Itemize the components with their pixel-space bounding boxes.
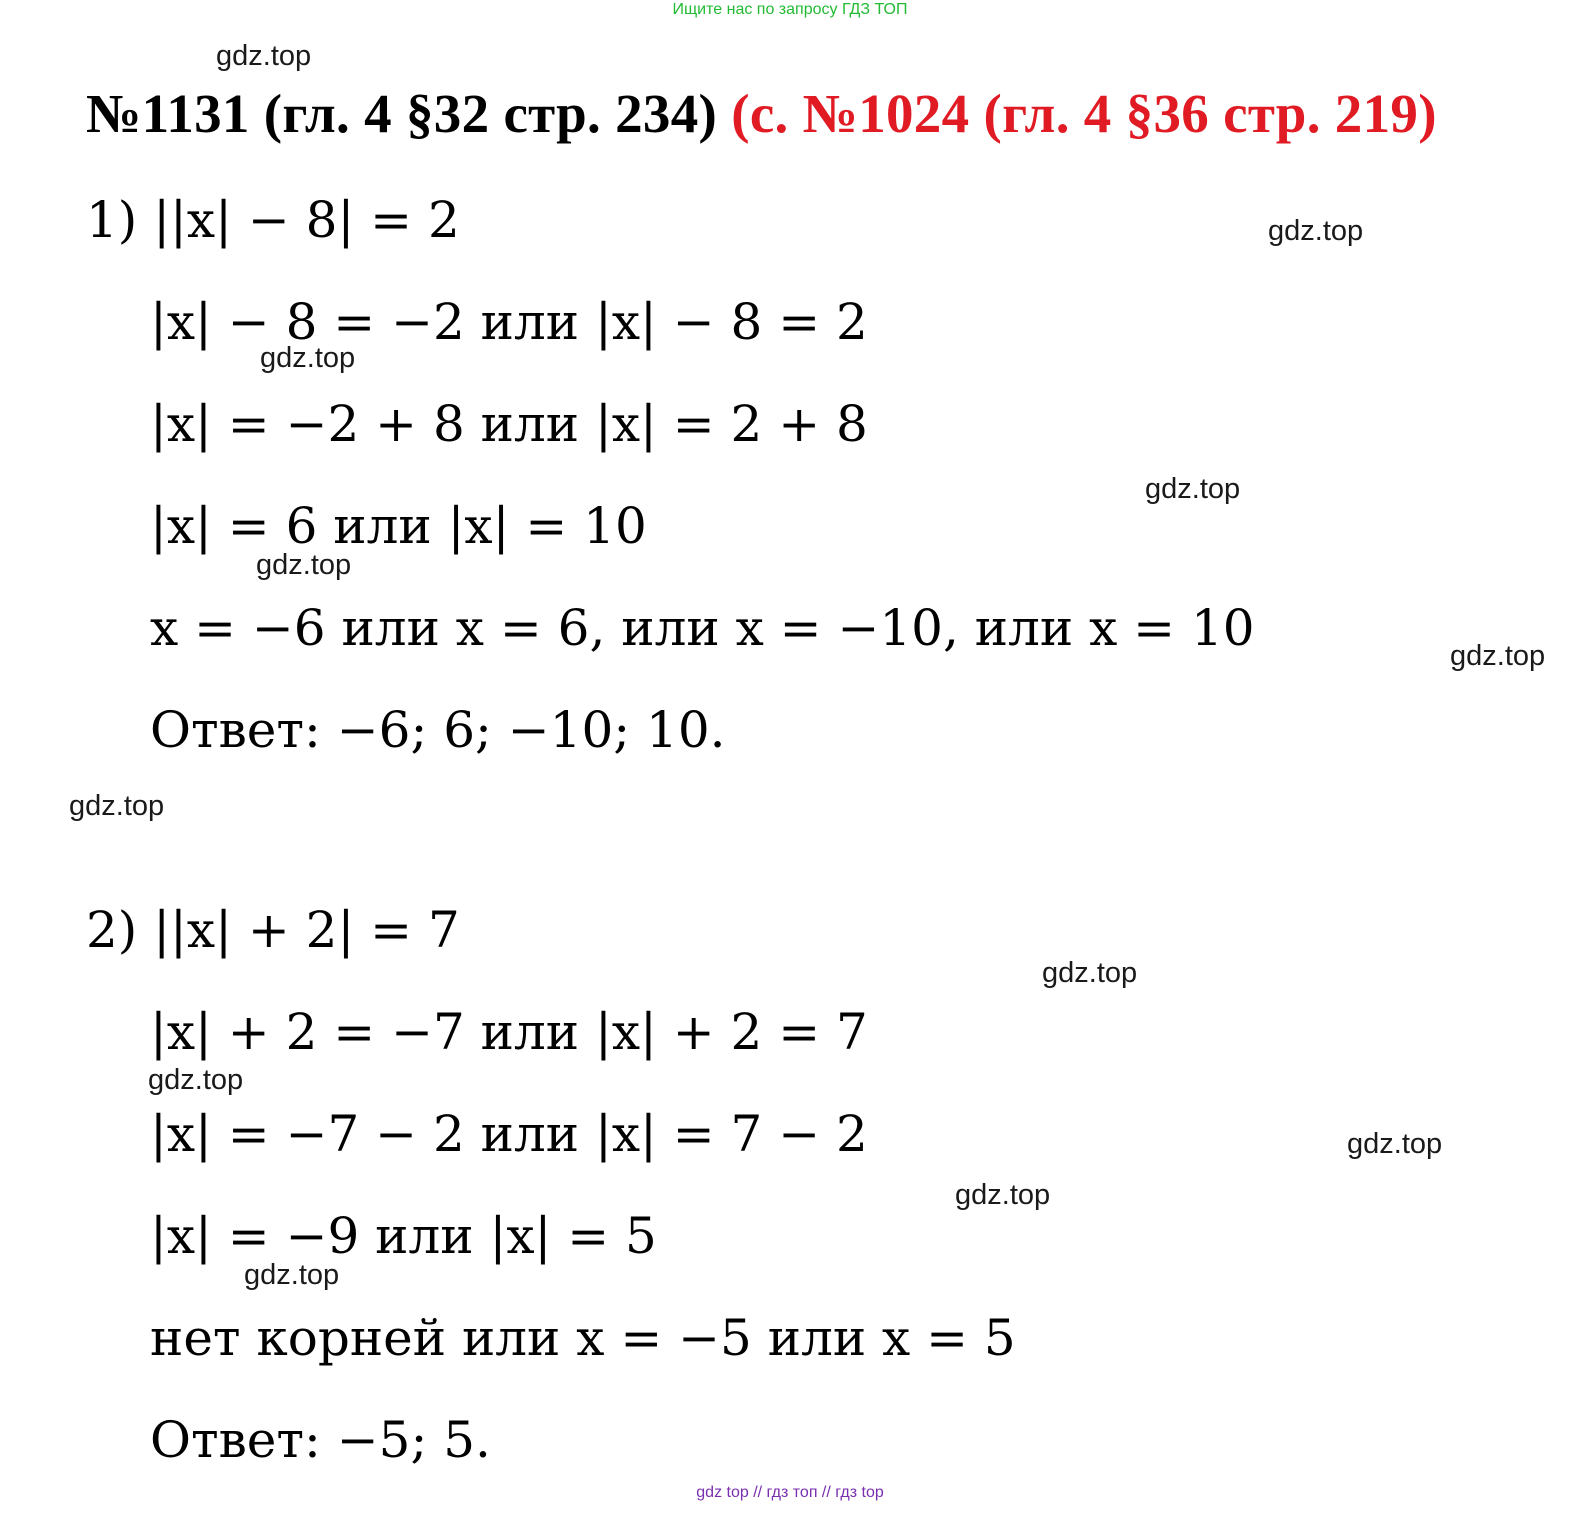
part1-step-1: |x| − 8 = −2 или |x| − 8 = 2 — [150, 293, 868, 351]
footer-links: gdz top // гдз топ // гдз top — [696, 1484, 884, 1501]
part2-step-2: |x| = −7 − 2 или |x| = 7 − 2 — [150, 1105, 868, 1163]
watermark: gdz.top — [216, 40, 312, 72]
problem-title — [86, 82, 1437, 145]
title-main: №1131 (гл. 4 §32 стр. 234) — [86, 83, 732, 144]
part1-step-3: |x| = 6 или |x| = 10 — [150, 497, 647, 555]
part2-step-1: |x| + 2 = −7 или |x| + 2 = 7 — [150, 1003, 868, 1061]
part1-answer: Ответ: −6; 6; −10; 10. — [150, 701, 726, 759]
watermark: gdz.top — [1145, 473, 1241, 505]
part2-step-3: |x| = −9 или |x| = 5 — [150, 1207, 657, 1265]
watermark: gdz.top — [148, 1064, 244, 1096]
watermark: gdz.top — [256, 549, 352, 581]
part1-task: 1) ||x| − 8| = 2 — [86, 191, 460, 249]
watermark: gdz.top — [69, 790, 165, 822]
watermark: gdz.top — [1042, 957, 1138, 989]
watermark: gdz.top — [244, 1259, 340, 1291]
part2-step-4: нет корней или x = −5 или x = 5 — [150, 1309, 1016, 1367]
search-banner: Ищите нас по запросу ГДЗ ТОП — [672, 1, 908, 18]
part2-task: 2) ||x| + 2| = 7 — [86, 901, 460, 959]
watermark: gdz.top — [1268, 215, 1364, 247]
title-alt-edition: (с. №1024 (гл. 4 §36 стр. 219) — [731, 83, 1437, 144]
watermark: gdz.top — [1450, 640, 1546, 672]
watermark: gdz.top — [260, 342, 356, 374]
watermark: gdz.top — [955, 1179, 1051, 1211]
part2-answer: Ответ: −5; 5. — [150, 1411, 491, 1469]
watermark: gdz.top — [1347, 1128, 1443, 1160]
part1-step-2: |x| = −2 + 8 или |x| = 2 + 8 — [150, 395, 868, 453]
part1-step-4: x = −6 или x = 6, или x = −10, или x = 10 — [150, 599, 1255, 657]
